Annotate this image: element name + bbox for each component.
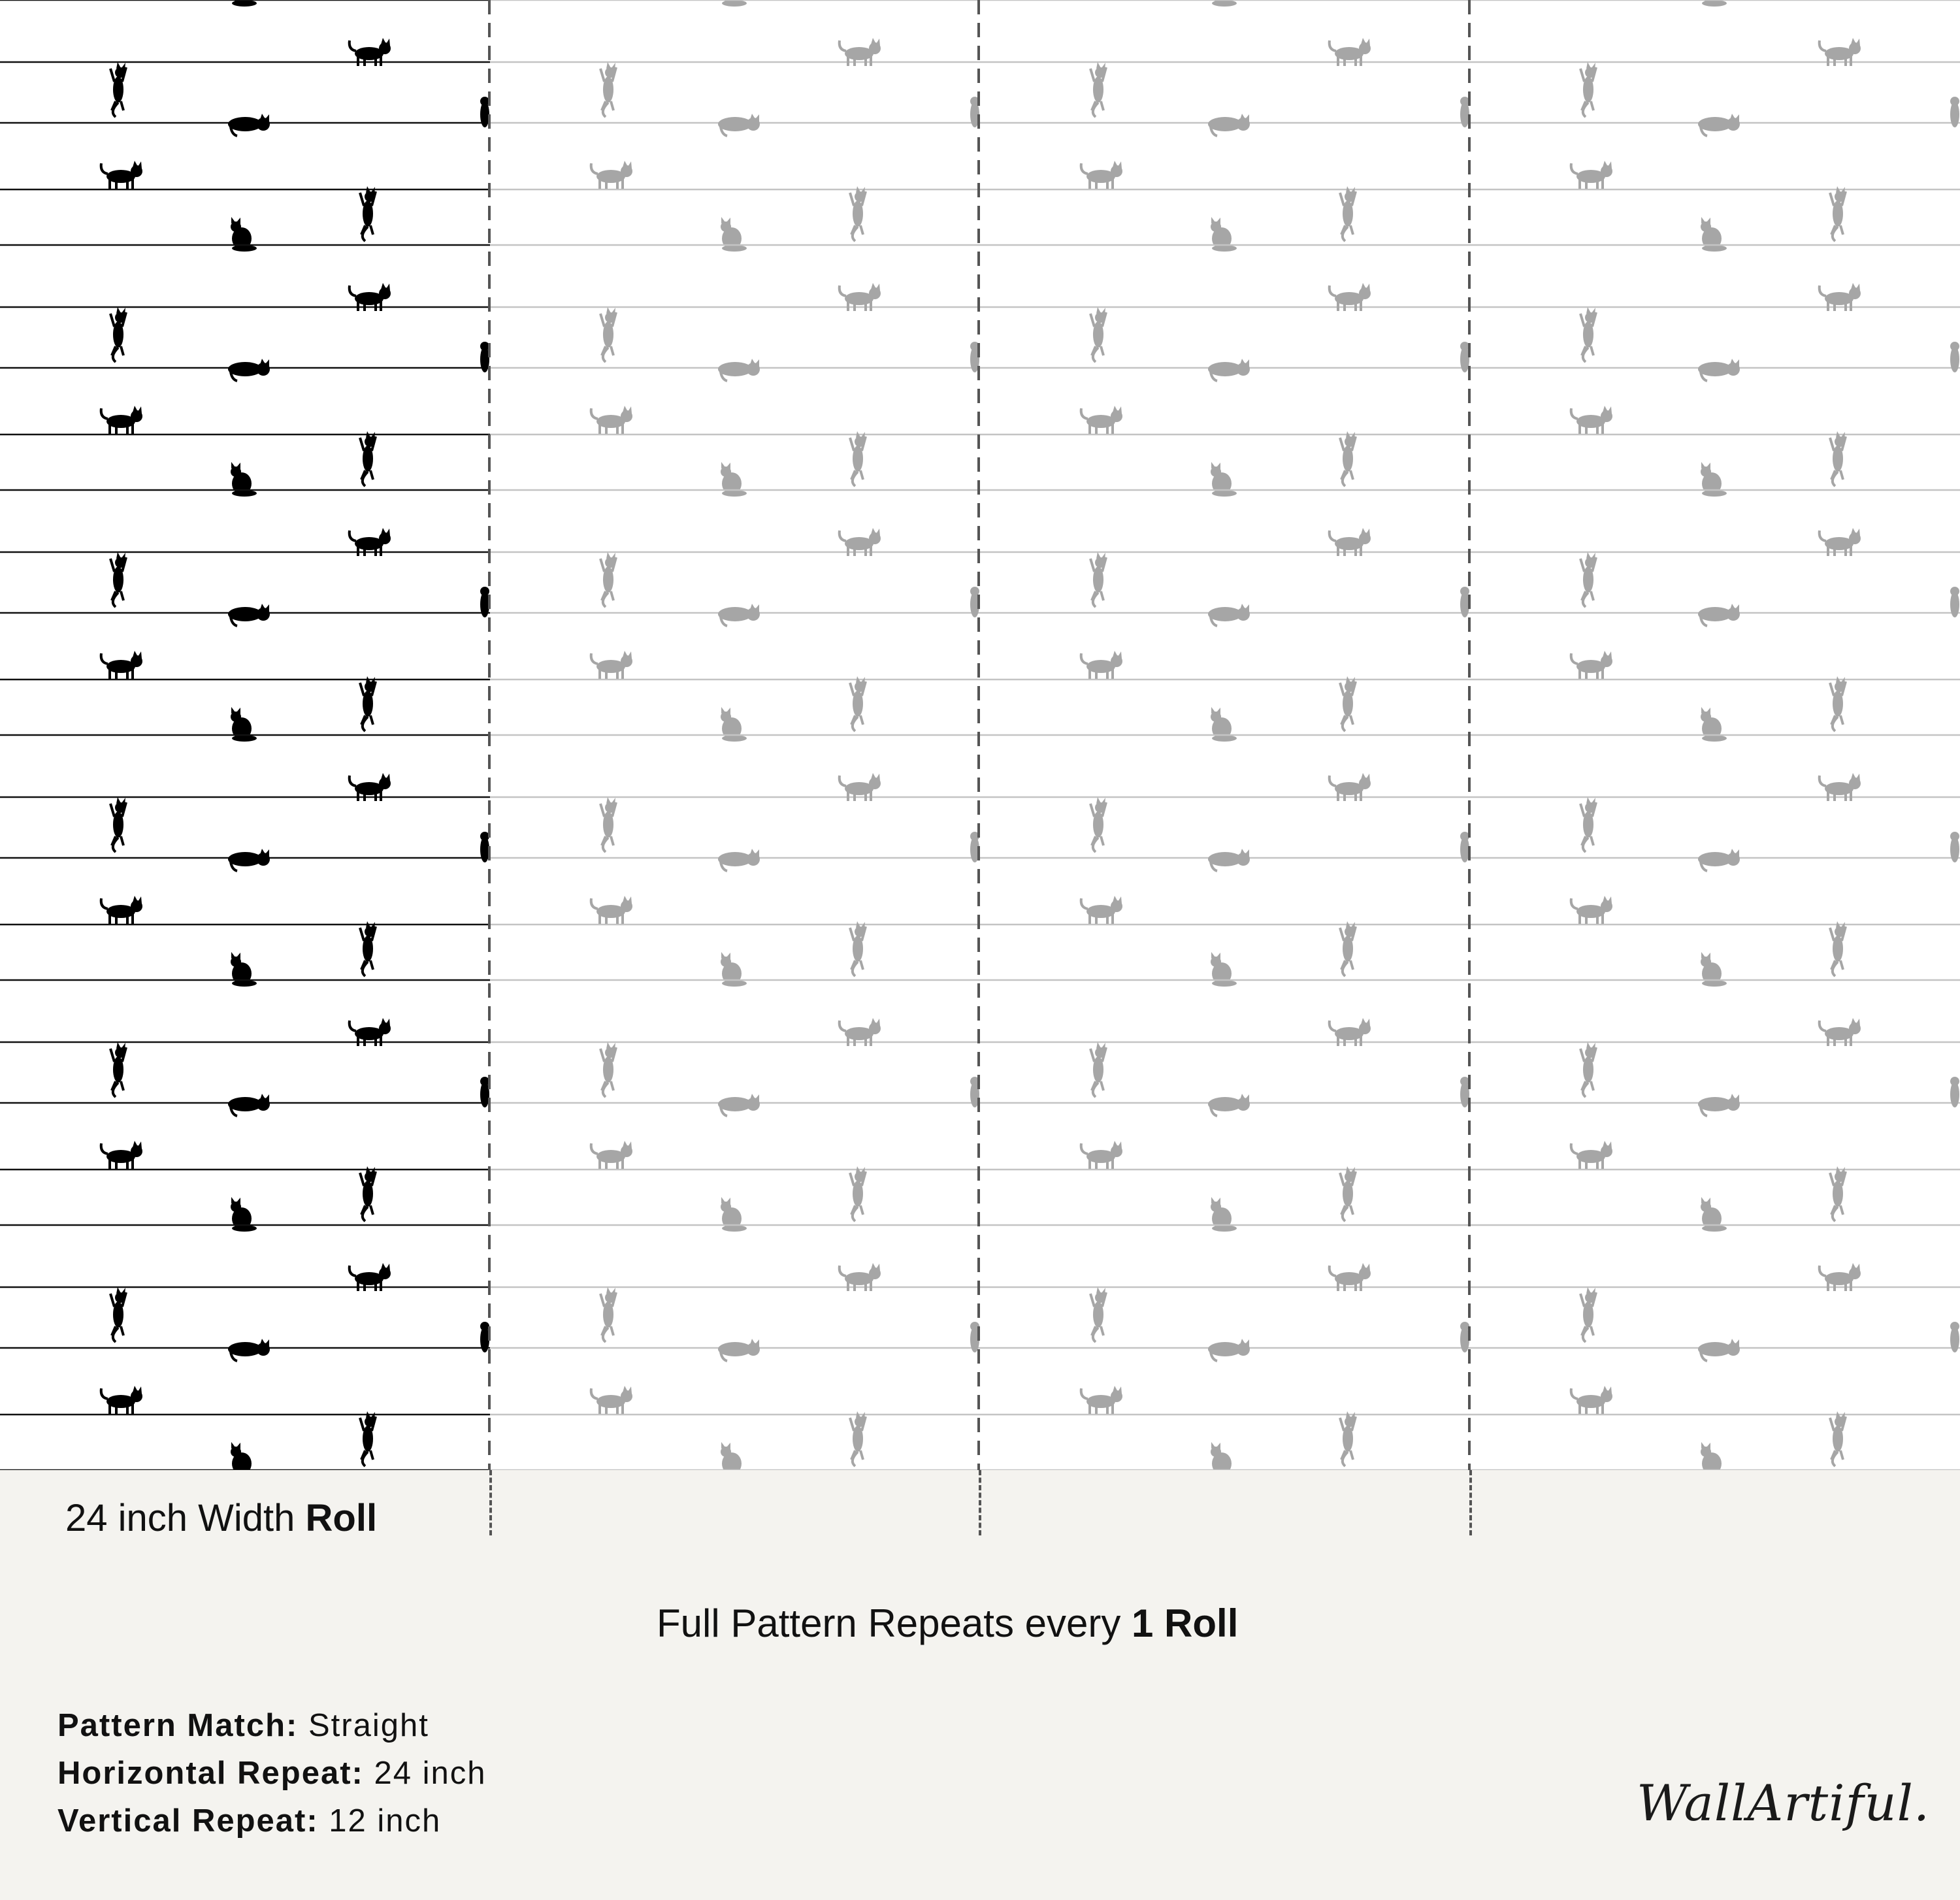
cat-walking-icon: [1081, 651, 1122, 679]
cat-sitting-icon: [1211, 217, 1237, 252]
pattern-specs: [57, 1702, 487, 1845]
cat-hanging-icon: [1580, 1287, 1596, 1342]
cat-walking-icon: [1571, 1141, 1612, 1169]
cat-walking-icon: [101, 406, 142, 434]
cat-hanging-icon: [360, 1166, 376, 1221]
cat-sitting-icon: [231, 0, 257, 7]
cat-edge-icon: [1460, 1322, 1469, 1352]
cat-hanging-icon: [1580, 1042, 1596, 1097]
cat-hanging-icon: [110, 1042, 126, 1097]
cat-hanging-icon: [110, 797, 126, 852]
cat-lying-icon: [718, 1339, 760, 1361]
cat-hanging-icon: [600, 552, 616, 607]
cat-walking-icon: [101, 161, 142, 189]
cat-lying-icon: [1698, 1094, 1740, 1116]
cat-walking-icon: [1571, 406, 1612, 434]
cat-hanging-icon: [1580, 797, 1596, 852]
cat-hanging-icon: [1090, 62, 1106, 117]
cat-edge-icon: [480, 1077, 489, 1107]
spec-value: 12 inch: [329, 1803, 442, 1839]
roll-strip: [980, 0, 1470, 1470]
cat-sitting-icon: [1211, 462, 1237, 497]
spec-key: Horizontal Repeat:: [57, 1756, 364, 1791]
cat-lying-icon: [718, 359, 760, 381]
cat-hanging-icon: [1090, 307, 1106, 362]
cat-walking-icon: [1081, 161, 1122, 189]
cat-hanging-icon: [600, 797, 616, 852]
cat-sitting-icon: [231, 217, 257, 252]
cat-lying-icon: [228, 114, 270, 136]
cat-walking-icon: [591, 406, 632, 434]
cat-edge-icon: [1950, 342, 1959, 372]
cat-lying-icon: [228, 1094, 270, 1116]
cat-sitting-icon: [1211, 1197, 1237, 1232]
cat-hanging-icon: [110, 1287, 126, 1342]
cat-sitting-icon: [1701, 0, 1727, 7]
cat-walking-icon: [1081, 896, 1122, 924]
cat-lying-icon: [228, 849, 270, 871]
cat-sitting-icon: [1211, 952, 1237, 987]
cat-walking-icon: [1571, 651, 1612, 679]
cat-hanging-icon: [600, 1042, 616, 1097]
cat-hanging-icon: [600, 62, 616, 117]
cat-walking-icon: [1571, 896, 1612, 924]
cat-sitting-icon: [231, 462, 257, 497]
roll-strip: [1470, 0, 1960, 1470]
cat-lying-icon: [718, 114, 760, 136]
cat-walking-icon: [1081, 1386, 1122, 1414]
cat-walking-icon: [1081, 1141, 1122, 1169]
cat-lying-icon: [1208, 849, 1250, 871]
cat-sitting-icon: [1211, 1442, 1237, 1470]
cat-edge-icon: [1950, 1322, 1959, 1352]
cat-hanging-icon: [1340, 676, 1356, 731]
roll-divider: [489, 1470, 492, 1535]
cat-hanging-icon: [1830, 431, 1846, 486]
cat-sitting-icon: [721, 0, 747, 7]
cat-hanging-icon: [1580, 552, 1596, 607]
cat-sitting-icon: [1701, 1197, 1727, 1232]
cat-edge-icon: [1950, 97, 1959, 127]
cat-sitting-icon: [1701, 1442, 1727, 1470]
cat-edge-icon: [1460, 832, 1469, 862]
cat-lying-icon: [718, 604, 760, 626]
cat-hanging-icon: [1340, 431, 1356, 486]
cat-sitting-icon: [1701, 952, 1727, 987]
info-panel: [0, 1470, 1960, 1900]
cat-hanging-icon: [360, 921, 376, 976]
cat-walking-icon: [1081, 406, 1122, 434]
cat-hanging-icon: [110, 62, 126, 117]
cat-edge-icon: [480, 1322, 489, 1352]
pattern-repeat-note: [657, 1601, 1238, 1646]
repeat-note-bold: 1 Roll: [1132, 1601, 1239, 1645]
cat-edge-icon: [1460, 342, 1469, 372]
cat-edge-icon: [1950, 1077, 1959, 1107]
cat-lying-icon: [228, 359, 270, 381]
cat-hanging-icon: [1830, 676, 1846, 731]
cat-hanging-icon: [110, 307, 126, 362]
cat-sitting-icon: [231, 707, 257, 742]
cat-lying-icon: [718, 849, 760, 871]
cat-hanging-icon: [1830, 921, 1846, 976]
cat-hanging-icon: [1090, 552, 1106, 607]
cat-walking-icon: [591, 1141, 632, 1169]
roll-strip: [490, 0, 980, 1470]
cat-hanging-icon: [1580, 307, 1596, 362]
cat-hanging-icon: [360, 676, 376, 731]
cat-hanging-icon: [600, 307, 616, 362]
cat-lying-icon: [228, 604, 270, 626]
cat-lying-icon: [718, 1094, 760, 1116]
cat-hanging-icon: [1090, 1042, 1106, 1097]
roll-strip: [0, 0, 490, 1470]
cat-edge-icon: [1460, 587, 1469, 617]
cat-walking-icon: [591, 651, 632, 679]
cat-hanging-icon: [1340, 186, 1356, 241]
cat-sitting-icon: [1211, 0, 1237, 7]
cat-lying-icon: [1208, 604, 1250, 626]
cat-edge-icon: [480, 832, 489, 862]
cat-hanging-icon: [1830, 1166, 1846, 1221]
roll-width-text: 24 inch Width: [65, 1497, 306, 1539]
cat-hanging-icon: [850, 186, 866, 241]
cat-sitting-icon: [721, 1442, 747, 1470]
cat-edge-icon: [480, 587, 489, 617]
cat-lying-icon: [1208, 114, 1250, 136]
cat-walking-icon: [591, 896, 632, 924]
cat-edge-icon: [1950, 832, 1959, 862]
cat-edge-icon: [480, 97, 489, 127]
cat-edge-icon: [1950, 587, 1959, 617]
spec-horizontal-repeat: [57, 1750, 487, 1797]
cat-hanging-icon: [1830, 186, 1846, 241]
cat-edge-icon: [1460, 97, 1469, 127]
cat-hanging-icon: [1830, 1411, 1846, 1466]
cat-lying-icon: [1698, 114, 1740, 136]
brand-logo: WallArtiful.: [1637, 1774, 1931, 1832]
cat-walking-icon: [101, 1141, 142, 1169]
cat-sitting-icon: [721, 952, 747, 987]
cat-lying-icon: [1208, 1339, 1250, 1361]
cat-lying-icon: [1698, 849, 1740, 871]
cat-hanging-icon: [850, 1166, 866, 1221]
cat-sitting-icon: [721, 217, 747, 252]
cat-lying-icon: [228, 1339, 270, 1361]
cat-hanging-icon: [850, 921, 866, 976]
cat-hanging-icon: [1580, 62, 1596, 117]
cat-walking-icon: [1571, 1386, 1612, 1414]
cat-edge-icon: [480, 342, 489, 372]
cat-sitting-icon: [1211, 707, 1237, 742]
cat-lying-icon: [1208, 1094, 1250, 1116]
cat-sitting-icon: [231, 1442, 257, 1470]
cat-sitting-icon: [721, 1197, 747, 1232]
cat-hanging-icon: [1340, 1166, 1356, 1221]
spec-value: 24 inch: [374, 1756, 487, 1791]
cat-hanging-icon: [360, 186, 376, 241]
cat-hanging-icon: [360, 1411, 376, 1466]
cat-hanging-icon: [360, 431, 376, 486]
repeat-note-text: Full Pattern Repeats every: [657, 1601, 1132, 1645]
cat-hanging-icon: [850, 431, 866, 486]
cat-walking-icon: [101, 896, 142, 924]
cat-sitting-icon: [1701, 462, 1727, 497]
cat-sitting-icon: [1701, 217, 1727, 252]
spec-key: Pattern Match:: [57, 1708, 299, 1743]
roll-divider: [979, 1470, 981, 1535]
cat-lying-icon: [1208, 359, 1250, 381]
cat-edge-icon: [1460, 1077, 1469, 1107]
spec-key: Vertical Repeat:: [57, 1803, 319, 1839]
cat-hanging-icon: [1090, 797, 1106, 852]
cat-walking-icon: [101, 651, 142, 679]
cat-sitting-icon: [231, 1197, 257, 1232]
cat-walking-icon: [101, 1386, 142, 1414]
cat-hanging-icon: [110, 552, 126, 607]
roll-width-label: [65, 1496, 377, 1540]
cat-hanging-icon: [850, 676, 866, 731]
cat-lying-icon: [1698, 359, 1740, 381]
cat-hanging-icon: [600, 1287, 616, 1342]
cat-sitting-icon: [1701, 707, 1727, 742]
cat-lying-icon: [1698, 604, 1740, 626]
spec-value: Straight: [308, 1708, 429, 1743]
cat-hanging-icon: [1340, 921, 1356, 976]
cat-hanging-icon: [1340, 1411, 1356, 1466]
cat-hanging-icon: [1090, 1287, 1106, 1342]
cat-sitting-icon: [231, 952, 257, 987]
roll-width-bold: Roll: [305, 1497, 378, 1539]
cat-walking-icon: [591, 161, 632, 189]
cat-sitting-icon: [721, 707, 747, 742]
roll-divider: [1469, 1470, 1472, 1535]
cat-walking-icon: [1571, 161, 1612, 189]
cat-hanging-icon: [850, 1411, 866, 1466]
cat-lying-icon: [1698, 1339, 1740, 1361]
spec-vertical-repeat: [57, 1797, 487, 1845]
cat-sitting-icon: [721, 462, 747, 497]
cat-walking-icon: [591, 1386, 632, 1414]
spec-pattern-match: [57, 1702, 487, 1750]
